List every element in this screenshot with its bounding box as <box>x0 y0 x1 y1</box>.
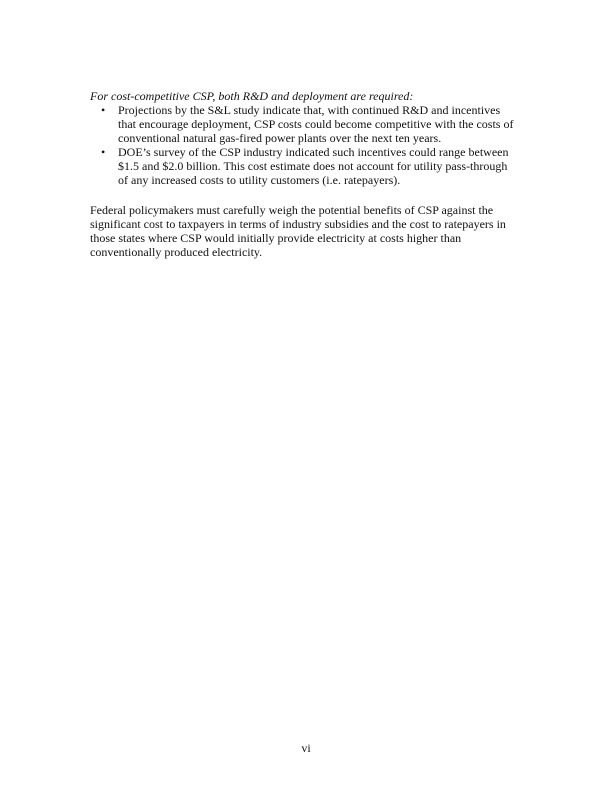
text-line: significant cost to taxpayers in terms of industry subsidies and the cost to ratepayers in <box>90 217 506 231</box>
bullet-icon: • <box>101 103 106 117</box>
text-line: Projections by the S&L study indicate that, with continued R&D and incentives <box>118 103 501 117</box>
bullet-icon: • <box>101 145 106 159</box>
text-line: conventionally produced electricity. <box>90 245 263 259</box>
text-line: of any increased costs to utility customers (i.e. ratepayers). <box>118 173 401 187</box>
text-line: that encourage deployment, CSP costs could become competitive with the costs of <box>118 117 514 131</box>
bullet-item <box>90 145 558 187</box>
page-number: vi <box>301 741 311 755</box>
text-line: $1.5 and $2.0 billion. This cost estimate does not account for utility pass-through <box>118 159 508 173</box>
section-heading: For cost-competitive CSP, both R&D and deployment are required: <box>90 89 414 103</box>
bullet-item <box>90 103 558 145</box>
text-line: conventional natural gas-fired power plants over the next ten years. <box>118 131 442 145</box>
bullet-list <box>90 103 558 187</box>
text-line: DOE’s survey of the CSP industry indicated such incentives could range between <box>118 145 509 159</box>
text-line: those states where CSP would initially provide electricity at costs higher than <box>90 231 462 245</box>
text-line: Federal policymakers must carefully weigh the potential benefits of CSP against the <box>90 203 494 217</box>
body-paragraph <box>90 203 506 259</box>
